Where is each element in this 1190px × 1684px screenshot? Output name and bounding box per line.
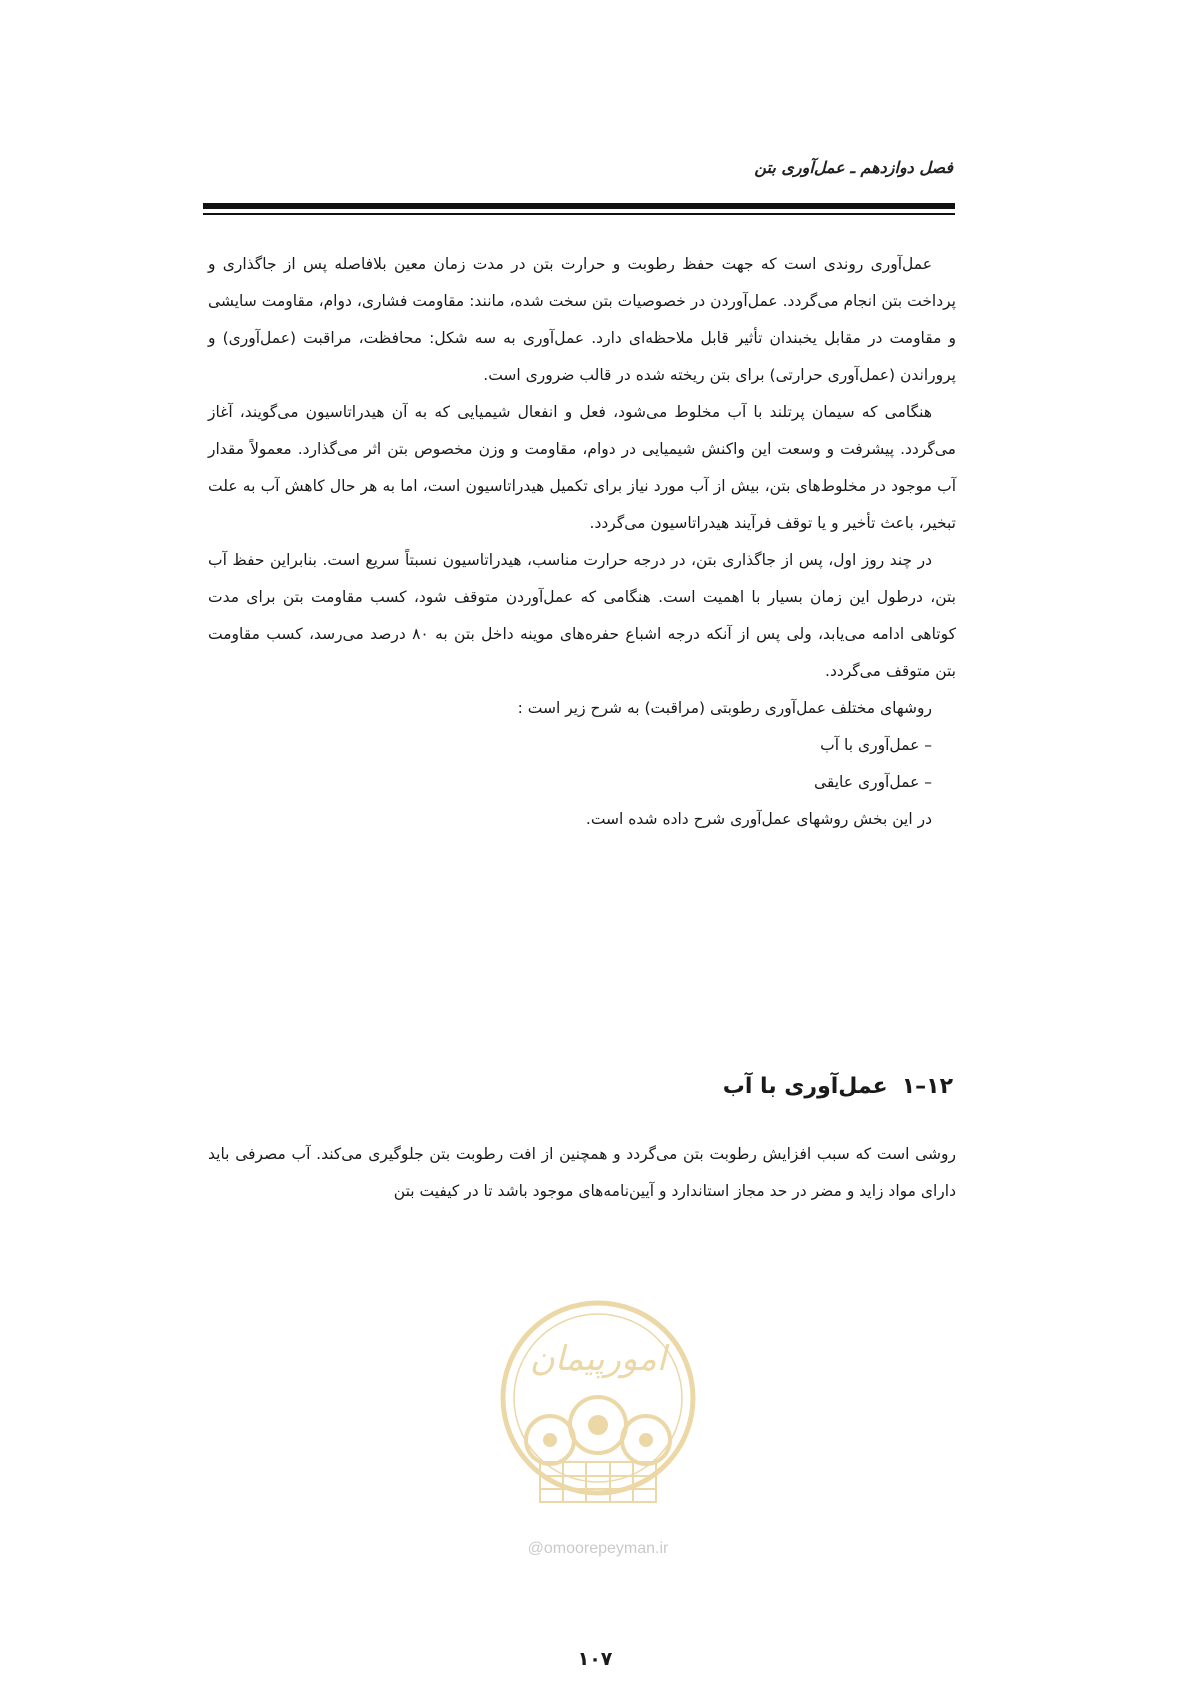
paragraph-1: عمل‌آوری روندی است که جهت حفظ رطوبت و حرارت بتن در مدت زمان معین بلافاصله پس از جاگذاری و پرداخت بتن انجام می‌گردد. عمل‌آوردن در خصوصیات بتن سخت شده، مانند: مقاومت فشاری، دوام، مقاومت سایشی و مقاومت در مقابل یخبندان تأثیر قابل ملاحظه‌ای دارد. عمل‌آوری به سه شکل: محافظت، مراقبت (عمل‌آوری) و پروراندن (عمل‌آوری حرارتی) برای بتن ریخته شده در قالب ضروری است. (208, 255, 956, 384)
section-body (208, 1136, 956, 1210)
methods-intro: روشهای مختلف عمل‌آوری رطوبتی (مراقبت) به شرح زیر است : (517, 699, 932, 717)
section-heading (353, 1074, 953, 1099)
paragraph-3: در چند روز اول، پس از جاگذاری بتن، در درجه حرارت مناسب، هیدراتاسیون نسبتاً سریع است. بنابراین حفظ آب بتن، درطول این زمان بسیار با اهمیت است. هنگامی که عمل‌آوردن متوقف شود، کسب مقاومت بتن برای مدت کوتاهی ادامه می‌یابد، ولی پس از آنکه درجه اشباع حفره‌های موینه داخل بتن به ۸۰ درصد می‌رسد، کسب مقاومت بتن متوقف می‌گردد. (208, 551, 956, 680)
section-number: ۱۲–۱ (901, 1074, 953, 1099)
methods-list-item: – عمل‌آوری عایقی (813, 773, 932, 791)
header-rule-thick (203, 203, 955, 209)
page-number: ۱۰۷ (577, 1648, 613, 1670)
section-title: عمل‌آوری با آب (722, 1074, 888, 1099)
omoore-peyman-logo-icon (490, 1290, 706, 1540)
watermark-url: @omoorepeyman.ir (527, 1540, 669, 1557)
methods-list-item: – عمل‌آوری با آب (820, 736, 932, 754)
paragraph-2: هنگامی که سیمان پرتلند با آب مخلوط می‌شود، فعل و انفعال شیمیایی که به آن هیدراتاسیون می‌گویند، آغاز می‌گردد. پیشرفت و وسعت این واکنش شیمیایی در دوام، مقاومت و وزن مخصوص بتن اثر می‌گذارد. معمولاً مقدار آب موجود در مخلوط‌های بتن، بیش از آب مورد نیاز برای تکمیل هیدراتاسیون است، اما به هر حال کاهش آب به علت تبخیر، باعث تأخیر و یا توقف فرآیند هیدراتاسیون می‌گردد. (208, 403, 956, 532)
chapter-header-title: فصل دوازدهم ـ عمل‌آوری بتن (754, 158, 953, 177)
watermark-logo-text: امورپیمان (529, 1339, 667, 1379)
methods-closing: در این بخش روشهای عمل‌آوری شرح داده شده است. (585, 810, 932, 828)
section-paragraph: روشی است که سبب افزایش رطوبت بتن می‌گردد و همچنین از افت رطوبت بتن جلوگیری می‌کند. آب مصرفی باید دارای مواد زاید و مضر در حد مجاز استاندارد و آیین‌نامه‌های موجود باشد تا در کیفیت بتن (208, 1145, 956, 1200)
body-text (208, 246, 956, 838)
watermark-logo (490, 1290, 706, 1562)
header-rule-thin (203, 213, 955, 215)
